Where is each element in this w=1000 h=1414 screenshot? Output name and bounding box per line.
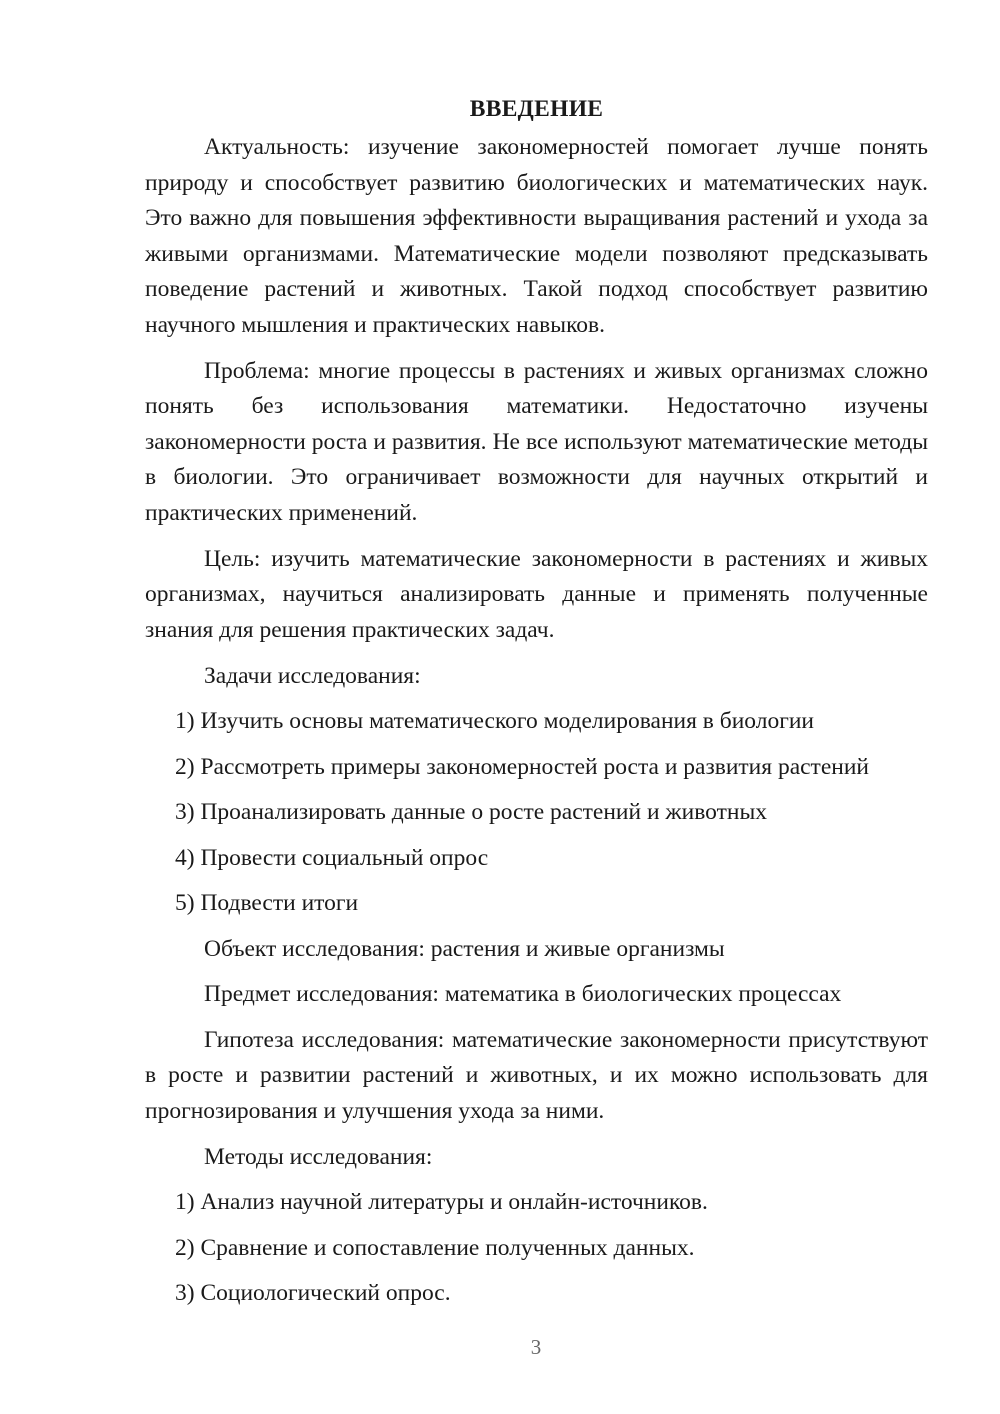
tasks-list (145, 704, 928, 922)
goal-paragraph: Цель: изучить математические закономерности в растениях и живых организмах, научиться анализировать данные и применять полученные знания для решения практических задач. (145, 545, 928, 643)
method-item: 2) Сравнение и сопоставление полученных данных. (175, 1234, 695, 1261)
tasks-heading: Задачи исследования: (204, 662, 421, 689)
method-item: 1) Анализ научной литературы и онлайн-источников. (175, 1189, 708, 1215)
research-object: Объект исследования: растения и живые организмы (204, 935, 725, 962)
task-item: 1) Изучить основы математического моделирования в биологии (175, 708, 814, 734)
method-item: 3) Социологический опрос. (175, 1280, 451, 1306)
section-title: ВВЕДЕНИЕ (469, 96, 604, 122)
methods-list (145, 1185, 928, 1312)
problem-paragraph: Проблема: многие процессы в растениях и живых организмах сложно понять без использования математики. Недостаточно изучены закономерности роста и развития. Не все используют математические методы в биологии. Это ограничивает возможности для научных открытий и практических применений. (145, 357, 928, 526)
research-subject: Предмет исследования: математика в биологических процессах (204, 981, 842, 1007)
task-item: 2) Рассмотреть примеры закономерностей роста и развития растений (175, 753, 869, 780)
task-item: 4) Провести социальный опрос (175, 844, 489, 871)
task-item: 3) Проанализировать данные о росте растений и животных (175, 799, 767, 825)
page-number: 3 (530, 1335, 542, 1359)
hypothesis-paragraph: Гипотеза исследования: математические закономерности присутствуют в росте и развитии растений и животных, и их можно использовать для прогнозирования и улучшения ухода за ними. (145, 1026, 928, 1124)
relevance-paragraph: Актуальность: изучение закономерностей помогает лучше понять природу и способствует развитию биологических и математических наук. Это важно для повышения эффективности выращивания растений и ухода за живыми организмами. Математические модели позволяют предсказывать поведение растений и животных. Такой подход способствует развитию научного мышления и практических навыков. (145, 134, 928, 338)
task-item: 5) Подвести итоги (175, 890, 359, 916)
methods-heading: Методы исследования: (204, 1143, 433, 1170)
document-page (145, 92, 928, 1322)
